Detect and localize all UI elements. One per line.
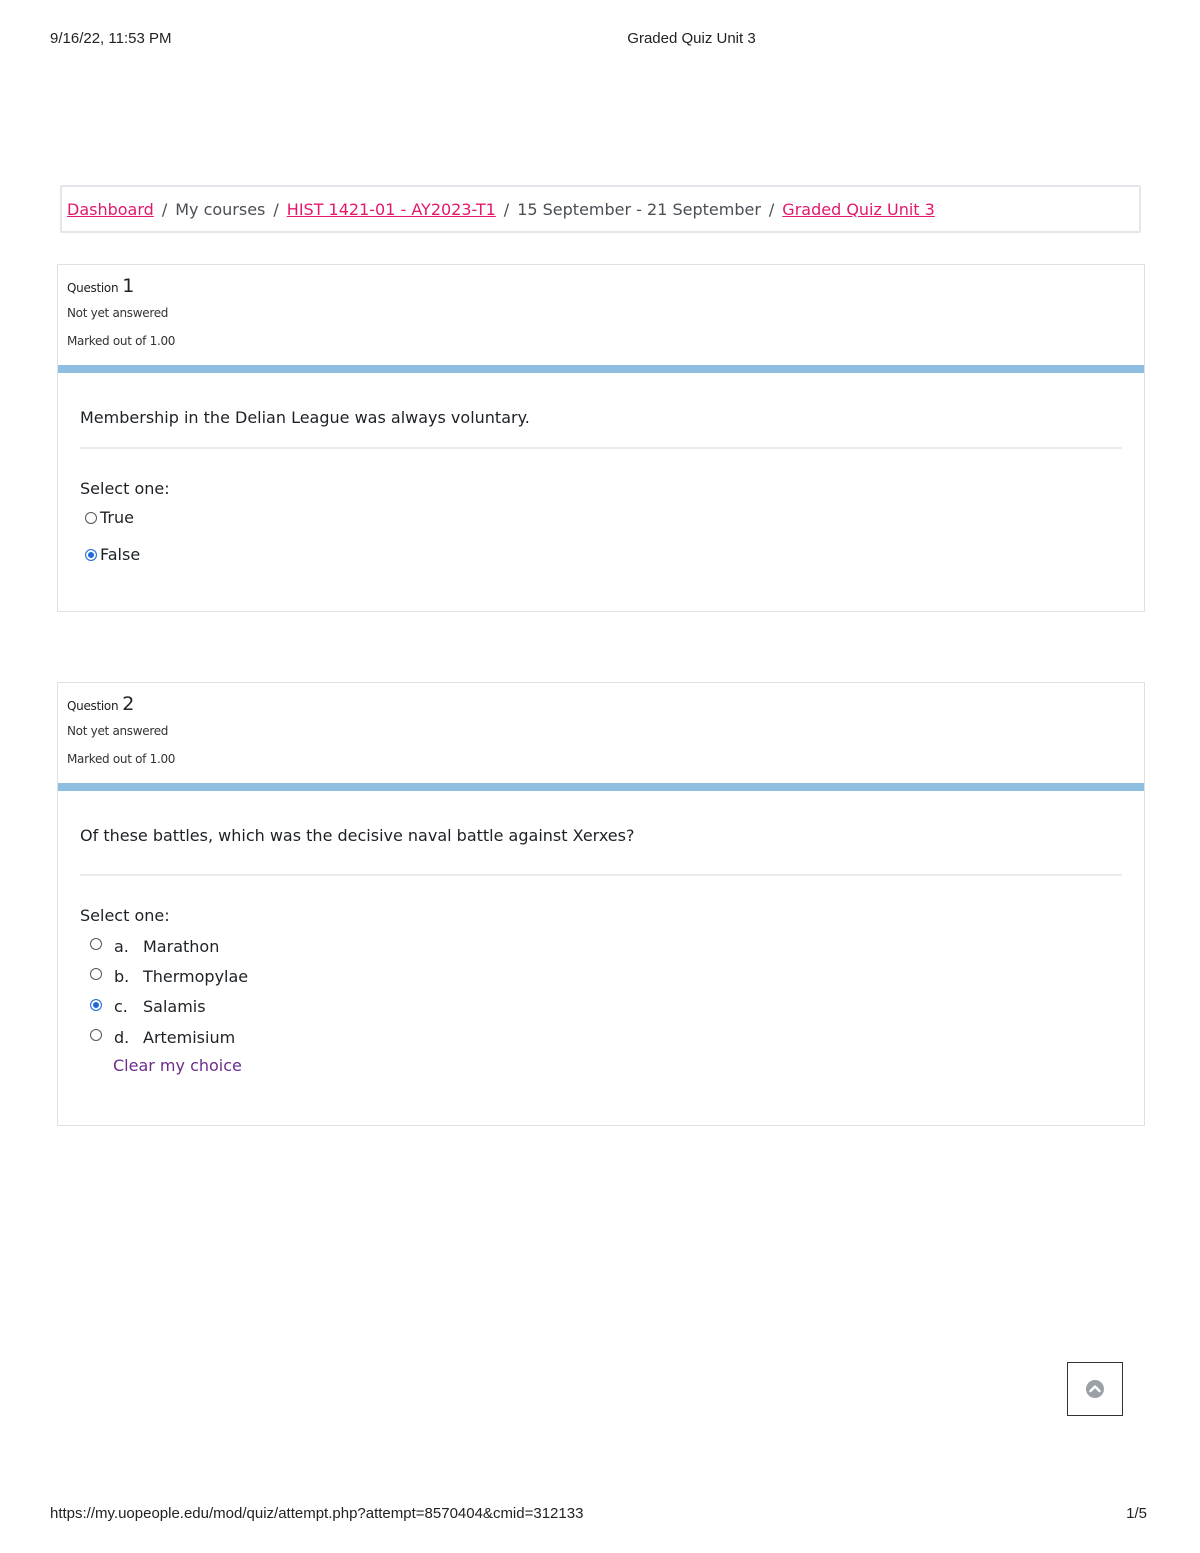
question-number-value: 1 (122, 275, 135, 297)
select-one-label: Select one: (80, 906, 170, 925)
option-label: Thermopylae (143, 966, 249, 986)
radio-checked-icon[interactable] (85, 549, 97, 561)
option-c[interactable] (90, 991, 1122, 1022)
print-title: Graded Quiz Unit 3 (627, 30, 756, 47)
option-letter: c. (114, 997, 128, 1016)
option-label: Marathon (143, 936, 220, 956)
question-number-value: 2 (122, 693, 135, 715)
clear-choice-link[interactable]: Clear my choice (113, 1056, 242, 1075)
scroll-to-top-button[interactable] (1067, 1362, 1123, 1416)
print-page-number: 1/5 (1126, 1505, 1147, 1522)
breadcrumb (60, 185, 1141, 233)
breadcrumb-week: 15 September - 21 September (517, 199, 761, 219)
question-label: Question (67, 699, 119, 713)
breadcrumb-separator: / (273, 199, 279, 219)
question-content (58, 373, 1144, 564)
option-label: Artemisium (143, 1027, 236, 1047)
question-label: Question (67, 281, 119, 295)
option-d[interactable] (90, 1022, 1122, 1052)
question-marks: Marked out of 1.00 (67, 334, 176, 348)
question-content (58, 791, 1144, 1075)
question-2 (57, 682, 1145, 1126)
print-url: https://my.uopeople.edu/mod/quiz/attempt.php?attempt=8570404&cmid=312133 (50, 1505, 584, 1522)
option-b[interactable] (90, 961, 1122, 991)
print-datetime: 9/16/22, 11:53 PM (50, 30, 172, 47)
breadcrumb-quiz-link[interactable]: Graded Quiz Unit 3 (782, 199, 935, 219)
select-one-label: Select one: (80, 479, 170, 498)
breadcrumb-my-courses: My courses (175, 199, 266, 219)
option-label: Salamis (143, 997, 206, 1016)
breadcrumb-dashboard-link[interactable]: Dashboard (67, 199, 154, 219)
question-divider (80, 874, 1122, 876)
question-status: Not yet answered (67, 724, 169, 738)
radio-unchecked-icon[interactable] (90, 938, 102, 950)
breadcrumb-separator: / (768, 199, 775, 219)
question-accent-bar (58, 783, 1144, 791)
chevron-up-circle-icon (1085, 1379, 1105, 1399)
option-letter: a. (114, 936, 129, 956)
option-true[interactable] (85, 508, 1122, 527)
option-letter: d. (114, 1027, 130, 1047)
question-info (58, 265, 1144, 365)
option-a[interactable] (90, 931, 1122, 961)
option-label: True (100, 508, 134, 527)
question-info (58, 683, 1144, 783)
question-1 (57, 264, 1145, 612)
option-label: False (100, 545, 141, 564)
option-false[interactable] (85, 545, 1122, 564)
question-number (67, 693, 1135, 715)
breadcrumb-course-link[interactable]: HIST 1421-01 - AY2023-T1 (286, 199, 496, 219)
question-status: Not yet answered (67, 306, 169, 320)
question-divider (80, 447, 1122, 449)
radio-checked-icon[interactable] (90, 999, 102, 1011)
radio-unchecked-icon[interactable] (90, 968, 102, 980)
radio-unchecked-icon[interactable] (90, 1029, 102, 1041)
breadcrumb-separator: / (503, 199, 510, 219)
question-text: Membership in the Delian League was always voluntary. (80, 408, 530, 427)
question-text: Of these battles, which was the decisive naval battle against Xerxes? (80, 826, 635, 845)
option-letter: b. (114, 966, 130, 986)
radio-unchecked-icon[interactable] (85, 512, 97, 524)
breadcrumb-separator: / (161, 199, 168, 219)
question-accent-bar (58, 365, 1144, 373)
question-marks: Marked out of 1.00 (67, 752, 176, 766)
question-number (67, 275, 1135, 297)
